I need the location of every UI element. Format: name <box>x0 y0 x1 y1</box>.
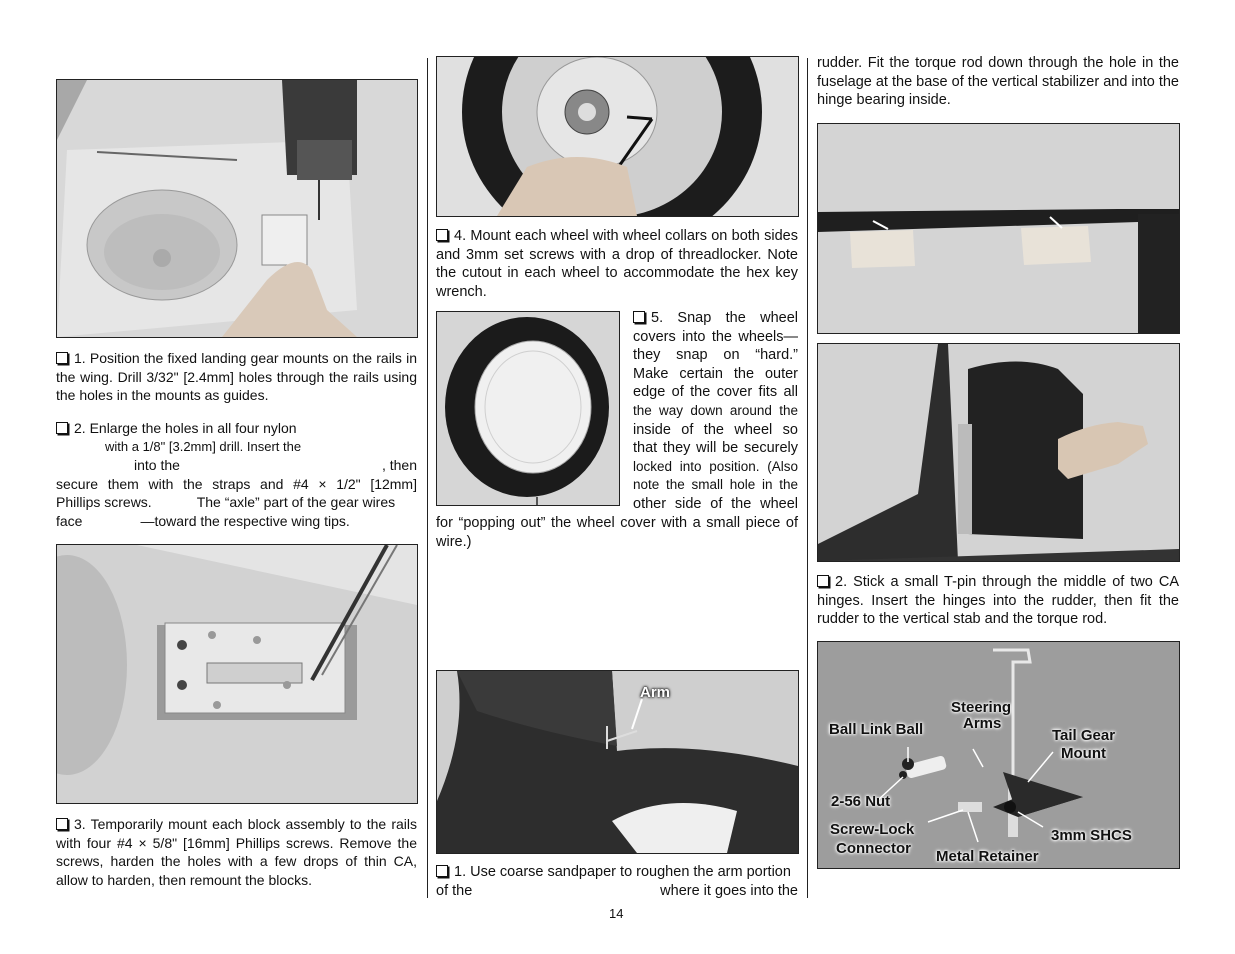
checkbox-icon[interactable] <box>436 229 448 241</box>
intro-text: rudder. Fit the torque rod down through the hole in the fuselage at the base of the vertical stabilizer and into the hinge bearing inside. <box>817 55 1179 109</box>
photo-wheel-cover <box>436 311 620 506</box>
checkbox-icon[interactable] <box>56 352 68 364</box>
photo-wheel-collar <box>436 56 799 217</box>
label-steering: Steering <box>951 699 1012 716</box>
checkbox-icon[interactable] <box>56 422 68 434</box>
label-ball-link-ball: Ball Link Ball <box>829 721 924 738</box>
step-4-text: 4. Mount each wheel with wheel collars on both sides and 3mm set screws with a drop of threadlocker. Note the cutout in each wheel to accommodate the hex key wrench. <box>436 228 798 300</box>
label-2-56-nut: 2-56 Nut <box>831 793 891 810</box>
label-mount: Mount <box>1061 745 1106 762</box>
label-arms: Arms <box>963 715 1002 732</box>
column-divider-right <box>807 58 808 898</box>
step-5-tail-text: for “popping out” the wheel cover with a small piece of wire.) <box>436 515 798 550</box>
tail-step-1-text: 1. Use coarse sandpaper to roughen the arm portion of the where it goes into the <box>436 864 798 899</box>
label-screw-lock: Screw-Lock <box>830 821 915 838</box>
label-metal-retainer: Metal Retainer <box>936 848 1039 865</box>
photo-drilling-gear-mount <box>56 79 418 338</box>
photo-rudder-fitting <box>817 343 1180 562</box>
checkbox-icon[interactable] <box>436 865 448 877</box>
photo-rudder-hinges <box>817 123 1180 334</box>
photo-gear-block-assembly <box>56 544 418 804</box>
photo-fuselage-arm <box>436 670 799 854</box>
step-2-text: 2. Enlarge the holes in all four nylon with a 1/8" [3.2mm] drill. Insert the into the , then secure them with the straps and #4 × 1/2" [12mm] Phillips screws. The “axle” part of the gear wires face —toward the respective wing tips. <box>56 420 417 529</box>
label-3mm-shcs: 3mm SHCS <box>1051 827 1132 844</box>
checkbox-icon[interactable] <box>633 311 645 323</box>
checkbox-icon[interactable] <box>56 818 68 830</box>
step-3-text: 3. Temporarily mount each block assembly to the rails with four #4 × 5/8" [16mm] Phillips screws. Remove the screws, harden the holes with a few drops of thin CA, allow to harden, then remount the blocks. <box>56 816 417 888</box>
column-divider-left <box>427 58 428 898</box>
arm-label: Arm <box>640 684 671 701</box>
step-1-text: 1. Position the fixed landing gear mounts on the rails in the wing. Drill 3/32" [2.4mm] holes through the rails using the holes in the mounts as guides. <box>56 350 417 404</box>
step-2-rudder-text: 2. Stick a small T-pin through the middle of two CA hinges. Insert the hinges into the rudder, then fit the rudder to the vertical stab and the torque rod. <box>817 574 1179 628</box>
checkbox-icon[interactable] <box>817 575 829 587</box>
page-number: 14 <box>609 906 624 921</box>
label-connector: Connector <box>836 840 911 857</box>
step-5-text: 5. Snap the wheel covers into the wheels— they snap on “hard.” Make certain the outer edge of the cover fits all the way down around the inside of the wheel so that they will be securely locked into position. (Also note the small hole in the other side of the wheel <box>633 310 798 512</box>
label-tail-gear: Tail Gear <box>1052 727 1116 744</box>
photo-tail-gear-parts <box>817 641 1180 869</box>
